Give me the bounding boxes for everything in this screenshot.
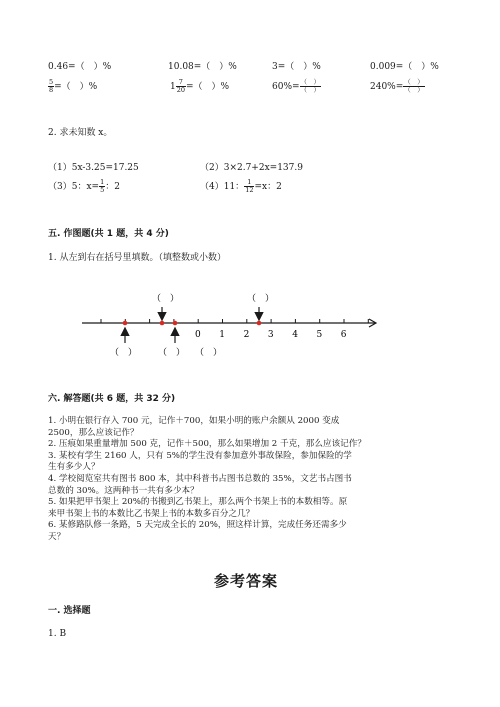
question-5-text: 1. 从左到右在括号里填数。（填整数或小数）	[48, 253, 226, 263]
bottom-blank-2: （ ）	[158, 348, 186, 358]
problem-line: 总数的 30%。这两种书一共有多少本？	[48, 485, 199, 496]
problem-line: 1. 小明在银行存入 700 元，记作＋700，如果小明的账户余额从 2000 变成	[48, 416, 340, 426]
tick-label: 6	[340, 330, 347, 340]
fraction: $\frac{( )}{( )}$	[404, 78, 424, 94]
bottom-blank-1: （ ）	[110, 348, 138, 358]
fill-item-1: 0.46=（ ）%	[48, 62, 112, 72]
fraction: $\frac{5}{8}$	[49, 78, 54, 94]
tick-label: 2	[243, 330, 250, 340]
problem-line: 3. 某校有学生 2160 人，只有 5%的学生没有参加意外事故保险，参加保险的学	[48, 450, 352, 461]
equation-2: （2）3×2.7+2x=137.9	[200, 163, 303, 173]
tick-label: 4	[292, 330, 298, 340]
tick-label: 5	[316, 330, 323, 340]
top-blank-2: （ ）	[247, 294, 275, 304]
problem-line: 5. 如果把甲书架上 20%的书搬到乙书架上，那么两个书架上书的本数相等。原	[48, 497, 348, 508]
fraction: $\frac{( )}{( )}$	[300, 78, 321, 94]
problem-line: 2500，那么应该记作？	[48, 427, 139, 438]
question-2-title: 2. 求未知数 x。	[48, 128, 113, 138]
fill-item-2: 10.08=（ ）%	[168, 62, 237, 72]
fill-item-5: $\frac{5}{8}$ =（ ）%	[49, 78, 98, 94]
answers-section-1: 一. 选择题	[48, 606, 91, 616]
fill-item-8: 240%= $\frac{( )}{( )}$	[370, 78, 424, 94]
fill-item-6: 1 $\frac{7}{20}$ =（ ）%	[170, 78, 230, 94]
fraction: $\frac{1}{5}$	[100, 178, 105, 194]
problem-line: 来甲书架上书的本数比乙书架上书的本数多百分之几？	[48, 508, 255, 519]
tick-label: 0	[195, 330, 201, 340]
red-point	[160, 321, 165, 326]
fill-item-7: 60%= $\frac{( )}{( )}$	[272, 78, 321, 94]
answer-1: 1. B	[48, 629, 67, 639]
red-point	[123, 321, 128, 326]
fill-item-4: 0.009=（ ）%	[370, 62, 439, 72]
number-line-diagram	[70, 285, 390, 365]
tick-label: 3	[267, 330, 274, 340]
tick-label: 1	[219, 330, 226, 340]
problem-line: 2. 压痕如果重量增加 500 克，记作＋500，那么如果增加 2 千克，那么应该记作？	[48, 439, 366, 450]
equation-4: （4）11： $\frac{1}{12}$ =x：2	[200, 178, 282, 194]
problem-line: 6. 某修路队修一条路，5 天完成全长的 20%，照这样计算，完成任务还需多少	[48, 520, 347, 531]
red-point	[257, 321, 262, 326]
fill-item-3: 3=（ ）%	[272, 62, 321, 72]
equation-1: （1）5x-3.25=17.25	[48, 163, 139, 173]
fraction: $\frac{1}{12}$	[245, 178, 254, 194]
problem-line: 4. 学校阅览室共有图书 800 本，其中科普书占图书总数的 35%，文艺书占图书	[48, 474, 352, 484]
bottom-blank-3: （ ）	[195, 348, 223, 358]
red-point	[173, 321, 178, 326]
problem-line: 生有多少人？	[48, 462, 100, 473]
top-blank-1: （ ）	[152, 294, 180, 304]
problem-line: 天？	[48, 532, 66, 542]
answers-title: 参考答案	[214, 572, 279, 590]
equation-3: （3）5：x= $\frac{1}{5}$ ：2	[48, 178, 120, 194]
section-6-title: 六. 解答题(共 6 题，共 32 分)	[48, 394, 176, 404]
fraction: $\frac{7}{20}$	[176, 78, 186, 94]
section-5-title: 五. 作图题(共 1 题，共 4 分)	[48, 229, 169, 239]
